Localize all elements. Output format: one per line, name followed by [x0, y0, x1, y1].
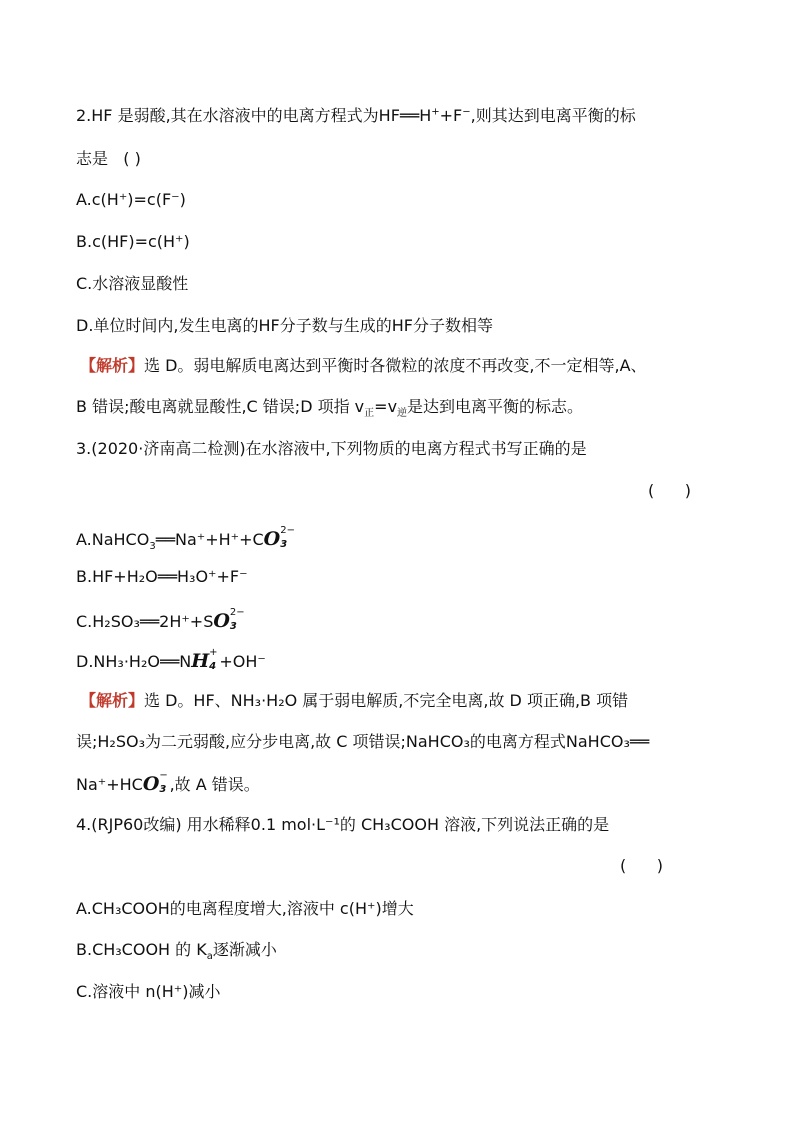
q2-analysis-line1: 【解析】选 D。弱电解质电离达到平衡时各微粒的浓度不再改变,不一定相等,A、 [80, 356, 647, 375]
q2-option-d: D.单位时间内,发生电离的HF分子数与生成的HF分子数相等 [76, 316, 493, 335]
q3-analysis-line1: 【解析】选 D。HF、NH₃·H₂O 属于弱电解质,不完全电离,故 D 项正确,B 项错 [80, 691, 629, 710]
carbonate-ion: O 2− 3 [263, 525, 295, 550]
q3-option-b: B.HF+H₂O══H₃O⁺+F⁻ [76, 567, 248, 586]
analysis-tag: 【解析】 [80, 356, 145, 375]
q4-option-b: B.CH₃COOH 的 $K_a$逐渐减小 [76, 940, 277, 963]
q3-answer-bracket: ( ) [648, 481, 691, 500]
q3-analysis-line3: Na⁺+HCO − 3 ,故 A 错误。 [76, 770, 260, 795]
q2-analysis-line2: B 错误;酸电离就显酸性,C 错误;D 项指 $v_正=v_逆$是达到电离平衡的标志。 [76, 397, 584, 420]
q2-option-b: B.c(HF)=c(H⁺) [76, 232, 190, 251]
q4-option-c: C.溶液中 n(H⁺)减小 [76, 982, 221, 1001]
q4-answer-bracket: ( ) [620, 856, 663, 875]
q3-stem: 3.(2020·济南高二检测)在水溶液中,下列物质的电离方程式书写正确的是 [76, 439, 587, 458]
ammonium-ion: H + 4 [191, 647, 218, 672]
analysis-tag: 【解析】 [80, 691, 145, 710]
q3-option-a: A.NaHCO$_3$══Na⁺+H⁺+CO 2− 3 [76, 525, 295, 553]
q2-option-a: A.c(H⁺)=c(F⁻) [76, 190, 186, 209]
q2-answer-bracket: ( ) [123, 149, 141, 168]
bicarbonate-ion: O − 3 [142, 770, 168, 795]
q2-stem-line1: 2.HF 是弱酸,其在水溶液中的电离方程式为HF══H++F−,则其达到电离平衡的标 [76, 106, 636, 125]
q3-option-d: D.NH₃·H₂O══NH + 4 +OH⁻ [76, 647, 266, 672]
q4-stem: 4.(RJP60改编) 用水稀释0.1 mol·L⁻¹的 CH₃COOH 溶液,下列说法正确的是 [76, 815, 610, 834]
q2-stem-line2: 志是 ( ) [76, 149, 141, 168]
q3-option-c: C.H₂SO₃══2H⁺+SO 2− 3 [76, 607, 245, 632]
sulfite-ion: O 2− 3 [213, 607, 245, 632]
q4-option-a: A.CH₃COOH的电离程度增大,溶液中 c(H⁺)增大 [76, 899, 414, 918]
q2-option-c: C.水溶液显酸性 [76, 274, 189, 293]
q3-analysis-line2: 误;H₂SO₃为二元弱酸,应分步电离,故 C 项错误;NaHCO₃的电离方程式NaHCO₃══ [76, 732, 650, 751]
